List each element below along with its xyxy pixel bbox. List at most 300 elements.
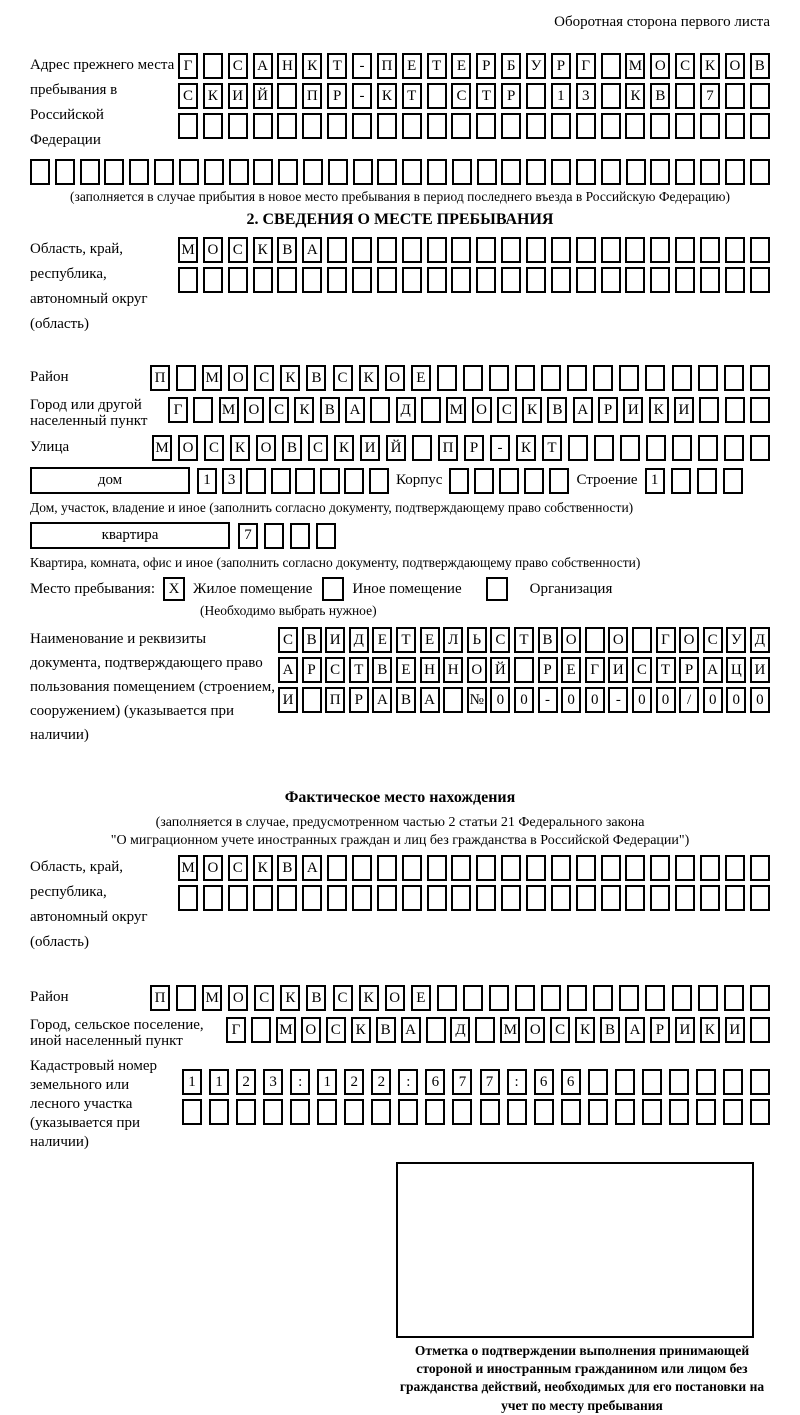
char-cell: Р <box>538 657 558 683</box>
char-cell <box>551 267 571 293</box>
char-cell: О <box>203 855 223 881</box>
char-cell <box>698 435 718 461</box>
char-cell: С <box>675 53 695 79</box>
field-fact-gorod <box>30 1017 770 1049</box>
char-cell: К <box>253 237 273 263</box>
char-cell: С <box>178 83 198 109</box>
char-cell <box>507 1099 527 1125</box>
char-cell <box>328 159 348 185</box>
organizatsiya-checkbox <box>486 577 508 601</box>
char-cell <box>451 237 471 263</box>
char-cell: В <box>538 627 558 653</box>
char-cell <box>515 985 535 1011</box>
korpus-label: Корпус <box>396 472 443 488</box>
char-cell <box>750 1017 770 1043</box>
dom-note: Дом, участок, владение и иное (заполнить согласно документу, подтверждающему право собственности) <box>30 500 634 515</box>
char-cell: 6 <box>534 1069 554 1095</box>
kadastr-row-2 <box>182 1099 770 1125</box>
char-cell: Р <box>598 397 618 423</box>
char-cell: Д <box>396 397 416 423</box>
char-cell: М <box>178 855 198 881</box>
char-cell: Е <box>420 627 440 653</box>
mesto-label: Место пребывания: <box>30 580 155 597</box>
char-cell: С <box>308 435 328 461</box>
char-cell: И <box>325 627 345 653</box>
char-cell: В <box>282 435 302 461</box>
char-cell: С <box>228 53 248 79</box>
field-kvartira <box>30 522 770 549</box>
field-raion <box>30 365 770 391</box>
char-cell <box>650 855 670 881</box>
char-cell: В <box>376 1017 396 1043</box>
char-cell: Д <box>349 627 369 653</box>
char-cell: О <box>725 53 745 79</box>
char-cell <box>178 267 198 293</box>
char-cell <box>551 855 571 881</box>
char-cell: А <box>372 687 392 713</box>
prev-address-note: (заполняется в случае прибытия в новое место пребывания в период последнего въезда в Российскую Федерацию) <box>69 189 731 204</box>
char-cell <box>474 468 494 494</box>
char-cell <box>601 855 621 881</box>
char-cell <box>549 468 569 494</box>
char-cell: Р <box>501 83 521 109</box>
char-cell <box>650 267 670 293</box>
char-cell <box>451 267 471 293</box>
char-cell: В <box>396 687 416 713</box>
char-cell <box>327 885 347 911</box>
char-cell: О <box>228 365 248 391</box>
char-cell <box>551 237 571 263</box>
char-cell <box>371 1099 391 1125</box>
char-cell: П <box>377 53 397 79</box>
char-cell <box>526 159 546 185</box>
char-cell <box>352 855 372 881</box>
char-cell: Е <box>396 657 416 683</box>
char-cell: А <box>703 657 723 683</box>
char-cell: В <box>547 397 567 423</box>
char-cell <box>264 523 284 549</box>
char-cell: Е <box>372 627 392 653</box>
char-cell: Р <box>476 53 496 79</box>
char-cell: А <box>278 657 298 683</box>
oblast-label-overflow-spacer <box>30 343 770 365</box>
zhiloe-checkbox: X <box>163 577 185 601</box>
char-cell: Г <box>168 397 188 423</box>
fact-raion-row <box>150 985 770 1011</box>
char-cell: М <box>625 53 645 79</box>
char-cell: - <box>608 687 628 713</box>
char-cell <box>669 1069 689 1095</box>
char-cell <box>303 159 323 185</box>
char-cell <box>353 159 373 185</box>
dom-box: дом <box>30 467 190 494</box>
char-cell <box>588 1099 608 1125</box>
char-cell: С <box>254 365 274 391</box>
oblast-label: Область, край, республика, автономный округ (область) <box>30 241 148 332</box>
char-cell <box>427 885 447 911</box>
char-cell <box>176 365 196 391</box>
char-cell: П <box>150 985 170 1011</box>
char-cell: А <box>625 1017 645 1043</box>
char-cell <box>437 365 457 391</box>
char-cell <box>228 267 248 293</box>
char-cell: А <box>401 1017 421 1043</box>
char-cell <box>290 1099 310 1125</box>
char-cell: С <box>326 1017 346 1043</box>
fact-note-2: "О миграционном учете иностранных граждан и лиц без гражданства в Российской Федерации") <box>110 833 690 848</box>
char-cell <box>750 113 770 139</box>
char-cell: И <box>228 83 248 109</box>
char-cell: И <box>608 657 628 683</box>
char-cell <box>327 237 347 263</box>
char-cell: С <box>497 397 517 423</box>
char-cell <box>412 435 432 461</box>
mesto-note: (Необходимо выбрать нужное) <box>200 603 377 618</box>
char-cell <box>615 1069 635 1095</box>
char-cell <box>369 468 389 494</box>
char-cell: П <box>150 365 170 391</box>
gorod-row <box>168 397 770 423</box>
char-cell <box>178 113 198 139</box>
char-cell <box>302 113 322 139</box>
char-cell <box>626 159 646 185</box>
char-cell: П <box>302 83 322 109</box>
field-ulitsa <box>30 435 770 461</box>
char-cell <box>526 885 546 911</box>
field-fact-raion <box>30 985 770 1011</box>
char-cell <box>567 985 587 1011</box>
raion-label: Район <box>30 369 69 385</box>
char-cell <box>352 237 372 263</box>
char-cell <box>129 159 149 185</box>
char-cell: К <box>294 397 314 423</box>
char-cell <box>451 855 471 881</box>
char-cell <box>193 397 213 423</box>
stamp-box <box>396 1162 754 1338</box>
char-cell <box>104 159 124 185</box>
char-cell <box>526 267 546 293</box>
char-cell <box>476 267 496 293</box>
char-cell: М <box>219 397 239 423</box>
char-cell <box>463 985 483 1011</box>
char-cell <box>561 1099 581 1125</box>
char-cell <box>377 855 397 881</box>
char-cell <box>253 267 273 293</box>
char-cell <box>80 159 100 185</box>
char-cell <box>290 523 310 549</box>
char-cell: 7 <box>238 523 258 549</box>
char-cell: 1 <box>182 1069 202 1095</box>
inoe-label: Иное помещение <box>352 580 462 597</box>
char-cell <box>320 468 340 494</box>
char-cell: 1 <box>317 1069 337 1095</box>
char-cell <box>696 1099 716 1125</box>
char-cell: 0 <box>561 687 581 713</box>
char-cell <box>402 267 422 293</box>
char-cell: М <box>202 365 222 391</box>
char-cell <box>377 113 397 139</box>
char-cell <box>650 159 670 185</box>
char-cell: Г <box>226 1017 246 1043</box>
char-cell: С <box>254 985 274 1011</box>
char-cell: К <box>516 435 536 461</box>
char-cell: Р <box>464 435 484 461</box>
char-cell: О <box>244 397 264 423</box>
char-cell <box>750 365 770 391</box>
char-cell <box>601 53 621 79</box>
char-cell <box>246 468 266 494</box>
char-cell <box>625 855 645 881</box>
char-cell <box>672 365 692 391</box>
char-cell: К <box>203 83 223 109</box>
char-cell: 0 <box>703 687 723 713</box>
char-cell: Р <box>650 1017 670 1043</box>
char-cell: У <box>726 627 746 653</box>
char-cell: М <box>152 435 172 461</box>
char-cell: А <box>253 53 273 79</box>
char-cell <box>675 159 695 185</box>
char-cell <box>526 113 546 139</box>
char-cell <box>675 267 695 293</box>
char-cell <box>675 855 695 881</box>
char-cell <box>585 627 605 653</box>
char-cell: 0 <box>750 687 770 713</box>
char-cell: Н <box>277 53 297 79</box>
char-cell <box>476 885 496 911</box>
char-cell <box>228 885 248 911</box>
char-cell <box>204 159 224 185</box>
char-cell: А <box>573 397 593 423</box>
char-cell <box>588 1069 608 1095</box>
char-cell: 0 <box>585 687 605 713</box>
char-cell <box>750 83 770 109</box>
char-cell: - <box>490 435 510 461</box>
char-cell <box>501 159 521 185</box>
char-cell <box>443 687 463 713</box>
char-cell <box>750 159 770 185</box>
section2-title: 2. СВЕДЕНИЯ О МЕСТЕ ПРЕБЫВАНИЯ <box>246 211 554 228</box>
char-cell <box>646 435 666 461</box>
char-cell: В <box>277 855 297 881</box>
char-cell <box>551 113 571 139</box>
field-oblast <box>30 237 770 337</box>
char-cell <box>650 113 670 139</box>
char-cell: Н <box>443 657 463 683</box>
char-cell <box>724 985 744 1011</box>
char-cell <box>625 113 645 139</box>
char-cell: Й <box>386 435 406 461</box>
char-cell <box>576 159 596 185</box>
doc-row-3 <box>278 687 770 713</box>
char-cell: О <box>256 435 276 461</box>
char-cell: М <box>446 397 466 423</box>
char-cell <box>541 365 561 391</box>
char-cell: 0 <box>490 687 510 713</box>
char-cell <box>725 267 745 293</box>
stamp-area <box>390 1162 774 1415</box>
char-cell <box>377 159 397 185</box>
char-cell <box>277 885 297 911</box>
char-cell: С <box>490 627 510 653</box>
char-cell: Т <box>656 657 676 683</box>
char-cell <box>672 435 692 461</box>
char-cell <box>437 985 457 1011</box>
char-cell <box>271 468 291 494</box>
char-cell: Т <box>542 435 562 461</box>
char-cell <box>427 267 447 293</box>
char-cell: О <box>203 237 223 263</box>
char-cell: Т <box>402 83 422 109</box>
char-cell <box>253 885 273 911</box>
char-cell <box>236 1099 256 1125</box>
char-cell: О <box>561 627 581 653</box>
char-cell: А <box>345 397 365 423</box>
char-cell: О <box>301 1017 321 1043</box>
doc-row-2 <box>278 657 770 683</box>
char-cell: 0 <box>726 687 746 713</box>
char-cell: / <box>679 687 699 713</box>
stroenie-grid <box>645 468 743 494</box>
char-cell <box>645 985 665 1011</box>
char-cell <box>526 237 546 263</box>
char-cell <box>377 885 397 911</box>
char-cell: О <box>472 397 492 423</box>
kvartira-grid <box>238 523 336 549</box>
fact-gorod-row <box>226 1017 770 1043</box>
char-cell <box>650 237 670 263</box>
char-cell: Н <box>420 657 440 683</box>
char-cell <box>750 267 770 293</box>
char-cell <box>176 985 196 1011</box>
char-cell: П <box>438 435 458 461</box>
char-cell: Ь <box>467 627 487 653</box>
char-cell <box>723 1099 743 1125</box>
char-cell <box>30 159 50 185</box>
char-cell: К <box>280 985 300 1011</box>
char-cell <box>229 159 249 185</box>
char-cell <box>675 885 695 911</box>
char-cell: Е <box>451 53 471 79</box>
char-cell <box>601 159 621 185</box>
char-cell: В <box>600 1017 620 1043</box>
char-cell <box>750 397 770 423</box>
char-cell: 1 <box>209 1069 229 1095</box>
char-cell: Л <box>443 627 463 653</box>
fact-note-1: (заполняется в случае, предусмотренном частью 2 статьи 21 Федерального закона <box>155 815 645 830</box>
char-cell <box>625 267 645 293</box>
char-cell <box>501 267 521 293</box>
char-cell <box>699 397 719 423</box>
korpus-grid <box>449 468 569 494</box>
char-cell <box>725 855 745 881</box>
kadastr-row-1 <box>182 1069 770 1095</box>
char-cell <box>700 113 720 139</box>
char-cell <box>377 237 397 263</box>
char-cell <box>451 885 471 911</box>
fact-gorod-label: Город, сельское поселение, иной населенный пункт <box>30 1017 204 1049</box>
char-cell: Р <box>302 657 322 683</box>
char-cell <box>576 113 596 139</box>
char-cell <box>698 365 718 391</box>
char-cell: С <box>228 237 248 263</box>
char-cell <box>178 885 198 911</box>
char-cell <box>278 159 298 185</box>
char-cell <box>377 267 397 293</box>
char-cell <box>524 468 544 494</box>
char-cell: Д <box>750 627 770 653</box>
char-cell: 3 <box>222 468 242 494</box>
char-cell: Е <box>561 657 581 683</box>
char-cell <box>750 1099 770 1125</box>
char-cell <box>725 159 745 185</box>
char-cell <box>723 1069 743 1095</box>
char-cell <box>499 468 519 494</box>
char-cell: О <box>178 435 198 461</box>
char-cell <box>750 885 770 911</box>
char-cell: К <box>377 83 397 109</box>
char-cell <box>370 397 390 423</box>
char-cell <box>427 159 447 185</box>
char-cell: 1 <box>551 83 571 109</box>
char-cell: О <box>385 365 405 391</box>
char-cell <box>551 159 571 185</box>
char-cell: В <box>320 397 340 423</box>
char-cell <box>398 1099 418 1125</box>
char-cell <box>576 237 596 263</box>
char-cell <box>601 113 621 139</box>
char-cell: И <box>674 397 694 423</box>
char-cell: 2 <box>236 1069 256 1095</box>
char-cell <box>209 1099 229 1125</box>
char-cell: О <box>679 627 699 653</box>
char-cell <box>317 1099 337 1125</box>
char-cell: С <box>325 657 345 683</box>
char-cell: У <box>526 53 546 79</box>
field-kadastr <box>30 1055 770 1152</box>
char-cell <box>277 113 297 139</box>
char-cell: К <box>700 53 720 79</box>
char-cell <box>316 523 336 549</box>
char-cell: Г <box>656 627 676 653</box>
char-cell <box>593 985 613 1011</box>
oblast-row-1 <box>178 237 770 263</box>
char-cell: 7 <box>452 1069 472 1095</box>
char-cell: К <box>280 365 300 391</box>
ulitsa-row <box>152 435 770 461</box>
char-cell: Т <box>427 53 447 79</box>
char-cell <box>476 113 496 139</box>
char-cell: : <box>398 1069 418 1095</box>
char-cell <box>228 113 248 139</box>
char-cell <box>352 113 372 139</box>
char-cell <box>645 365 665 391</box>
char-cell: 0 <box>632 687 652 713</box>
char-cell <box>476 237 496 263</box>
char-cell <box>402 885 422 911</box>
prev-address-row-1 <box>178 53 770 79</box>
char-cell <box>476 855 496 881</box>
char-cell: В <box>650 83 670 109</box>
fact-oblast-label: Область, край, республика, автономный округ (область) <box>30 859 148 950</box>
char-cell: : <box>290 1069 310 1095</box>
doc-label-overflow-spacer <box>30 753 770 783</box>
char-cell <box>526 855 546 881</box>
char-cell <box>696 1069 716 1095</box>
char-cell <box>672 985 692 1011</box>
char-cell <box>295 468 315 494</box>
prev-address-label: Адрес прежнего места пребывания в Российской Федерации <box>30 57 175 148</box>
char-cell: Б <box>501 53 521 79</box>
